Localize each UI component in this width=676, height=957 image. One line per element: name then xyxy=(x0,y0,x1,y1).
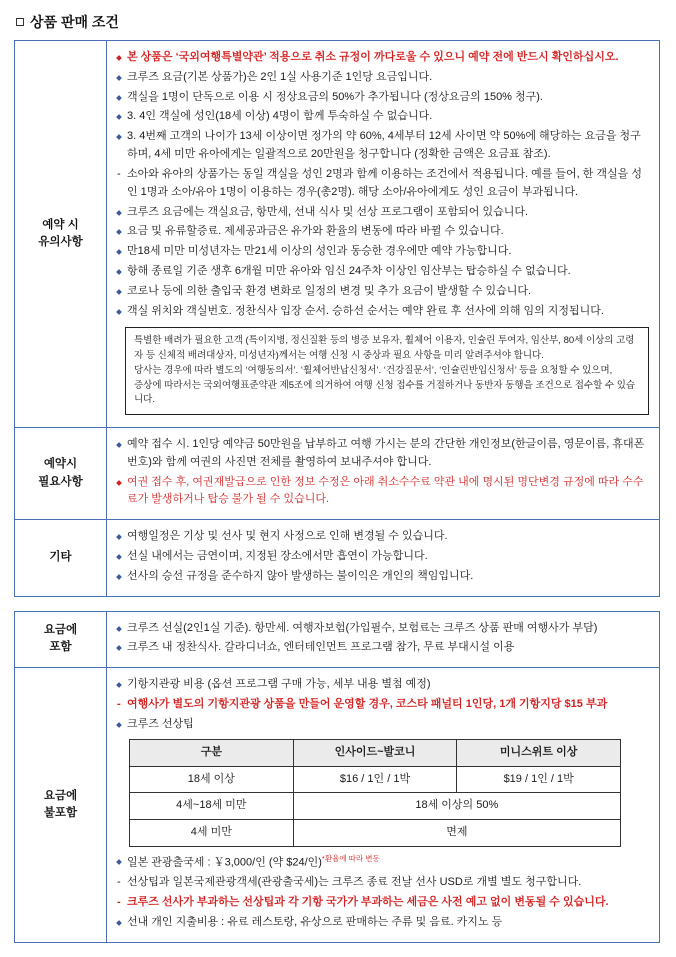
list-item: - 소아와 유아의 상품가는 동일 객실을 성인 2명과 함께 이용하는 조건에서 적용됩니다. 예를 들어, 한 객실을 성인 1명과 소아/유아 1명이 이용하는 경우(총2명). 해당 소아/유아에게도 성인 요금이 부과됩니다. xyxy=(115,166,651,202)
list-item: 예약 접수 시. 1인당 예약금 50만원을 납부하고 여행 가시는 분의 간단한 개인정보(한글이름, 영문이름, 휴대폰 번호)와 함께 여권의 사진면 전체를 촬영하여 보내주셔야 합니다. xyxy=(115,436,651,472)
requirements-list xyxy=(115,436,651,509)
note-line: 당사는 경우에 따라 별도의 ‘여행동의서’. ‘휠체어반납신청서’. ‘건강질문서’, ‘인슐린반입신청서’ 등을 요청할 수 있으며, xyxy=(134,364,613,376)
note-line: 증상에 따라서는 국외여행표준약관 제5조에 의거하여 여행 신청 접수를 거절하거나 동반자 동행을 조건으로 접수할 수 있습니다. xyxy=(134,379,636,406)
list-item: 요금 및 유류할증료. 제세공과금은 유가와 환율의 변동에 따라 바뀔 수 있습니다. xyxy=(115,223,651,241)
fee-cell: $19 / 1인 / 1박 xyxy=(457,766,621,793)
list-item: 크루즈 선상팁 xyxy=(115,716,651,734)
special-care-note-box xyxy=(125,327,649,415)
fee-header-row xyxy=(130,739,621,766)
excluded-list-top xyxy=(115,676,651,733)
list-item: 객실을 1명이 단독으로 이용 시 정상요금의 50%가 추가됩니다 (정상요금의 150% 청구). xyxy=(115,89,651,107)
square-bullet-icon xyxy=(16,18,24,26)
list-item: 기항지관광 비용 (옵션 프로그램 구매 가능, 세부 내용 별첨 예정) xyxy=(115,676,651,694)
departure-tax-text: 일본 관광출국세 : ￥3,000/인 (약 $24/인) xyxy=(127,856,322,869)
departure-tax-note: *환율에 따라 변동 xyxy=(321,853,380,863)
list-item: - 크루즈 선사가 부과하는 선상팁과 각 기항 국가가 부과하는 세금은 사전 예고 없이 변동될 수 있습니다. xyxy=(115,894,651,912)
page-title-text: 상품 판매 조건 xyxy=(30,14,119,30)
row-content-etc xyxy=(107,520,660,596)
row-content-requirements xyxy=(107,427,660,519)
note-line: 특별한 배려가 필요한 고객 (특이지병, 정신질환 등의 병증 보유자, 휠체어 이용자, 인슐린 투여자, 임산부, 80세 이상의 고령자 등 신체적 배려대상자, 미성년자)께서는 여행 신청 시 중상과 필요 사항을 미리 알려주셔야 합니다. xyxy=(134,335,635,362)
row-label-etc xyxy=(15,520,107,596)
row-label-line1: 예약 시 xyxy=(42,218,79,231)
table-row xyxy=(15,668,660,943)
list-item: 크루즈 선실(2인1실 기준). 항만세. 여행자보험(가입필수, 보험료는 크루즈 상품 판매 여행사가 부담) xyxy=(115,620,651,638)
table-row xyxy=(15,41,660,428)
fee-cell: 18세 이상 xyxy=(130,766,294,793)
list-item: 여행일정은 기상 및 선사 및 현지 사정으로 인해 변경될 수 있습니다. xyxy=(115,528,651,546)
list-item: 3. 4번째 고객의 나이가 13세 이상이면 정가의 약 60%, 4세부터 12세 사이면 약 50%에 해당하는 요금을 청구하며, 4세 미만 유아에게는 일괄적으로 20만원을 청구합니다 (정확한 금액은 요금표 참조). xyxy=(115,128,651,164)
list-item: 객실 위치와 객실번호. 정찬식사 입장 순서. 승하선 순서는 예약 완료 후 선사에 의해 임의 지정됩니다. xyxy=(115,303,651,321)
list-item: 선사의 승선 규정을 준수하지 않아 발생하는 불이익은 개인의 책임입니다. xyxy=(115,568,651,586)
excluded-list-bottom xyxy=(115,853,651,932)
list-item: 선내 개인 지출비용 : 유료 레스토랑, 유상으로 판매하는 주류 및 음료. 카지노 등 xyxy=(115,914,651,932)
row-label-included xyxy=(15,611,107,668)
fee-cell: 18세 이상의 50% xyxy=(293,793,620,820)
row-label-line2: 필요사항 xyxy=(38,475,83,488)
list-item: 크루즈 내 정찬식사. 갈라디너쇼, 엔터테인먼트 프로그램 참가, 무료 부대시설 이용 xyxy=(115,639,651,657)
fee-row xyxy=(130,766,621,793)
fee-cell: 4세~18세 미만 xyxy=(130,793,294,820)
list-item: 크루즈 요금에는 객실요금, 항만세, 선내 식사 및 선상 프로그램이 포함되어 있습니다. xyxy=(115,204,651,222)
row-label-line1: 기타 xyxy=(49,551,72,564)
row-label-line2: 포함 xyxy=(49,641,72,654)
page-title xyxy=(16,12,662,32)
fee-row xyxy=(130,820,621,847)
row-label-line2: 불포함 xyxy=(43,807,78,820)
row-content-excluded xyxy=(107,668,660,943)
list-item: 선실 내에서는 금연이며, 지정된 장소에서만 흡연이 가능합니다. xyxy=(115,548,651,566)
fare-inclusion-table xyxy=(14,611,660,943)
list-item: 코로나 등에 의한 출입국 환경 변화로 일정의 변경 및 추가 요금이 발생할 수 있습니다. xyxy=(115,283,651,301)
fee-header-cell: 인사이드~발코니 xyxy=(293,739,457,766)
etc-list xyxy=(115,528,651,585)
list-item: 3. 4인 객실에 성인(18세 이상) 4명이 함께 투숙하실 수 없습니다. xyxy=(115,108,651,126)
row-content-precautions xyxy=(107,41,660,428)
fee-cell: $16 / 1인 / 1박 xyxy=(293,766,457,793)
list-item: - 선상팁과 일본국제관광객세(관광출국세)는 크루즈 종료 전날 선사 USD로 개별 별도 청구합니다. xyxy=(115,874,651,892)
row-label-line1: 요금에 xyxy=(43,789,78,802)
included-list xyxy=(115,620,651,658)
list-item: - 여행사가 별도의 기항지관광 상품을 만들어 운영할 경우, 코스타 패널티 1인당, 1개 기항지당 $15 부과 xyxy=(115,696,651,714)
row-label-line2: 유의사항 xyxy=(38,235,83,248)
row-content-included xyxy=(107,611,660,668)
fee-header-cell: 구분 xyxy=(130,739,294,766)
row-label-precautions xyxy=(15,41,107,428)
conditions-table-1 xyxy=(14,40,660,597)
fee-cell: 면제 xyxy=(293,820,620,847)
list-item: 만18세 미만 미성년자는 만21세 이상의 성인과 동승한 경우에만 예약 가능합니다. xyxy=(115,243,651,261)
list-item: 본 상품은 ‘국외여행특별약관’ 적용으로 취소 규정이 까다로울 수 있으니 예약 전에 반드시 확인하십시오. xyxy=(115,49,651,67)
table-row xyxy=(15,427,660,519)
fee-header-cell: 미니스위트 이상 xyxy=(457,739,621,766)
row-label-excluded xyxy=(15,668,107,943)
precautions-list xyxy=(115,49,651,320)
row-label-requirements xyxy=(15,427,107,519)
list-item: 항해 종료일 기준 생후 6개월 미만 유아와 임신 24주차 이상인 임산부는 탑승하실 수 없습니다. xyxy=(115,263,651,281)
row-label-line1: 요금에 xyxy=(43,624,78,637)
row-label-line1: 예약시 xyxy=(43,458,78,471)
list-item xyxy=(115,853,651,872)
fee-cell: 4세 미만 xyxy=(130,820,294,847)
list-item: 여권 접수 후, 여권재발급으로 인한 정보 수정은 아래 취소수수료 약관 내에 명시된 명단변경 규정에 따라 수수료가 발생하거나 탑승 불가 될 수 있습니다. xyxy=(115,474,651,510)
list-item: 크루즈 요금(기본 상품가)은 2인 1실 사용기준 1인당 요금입니다. xyxy=(115,69,651,87)
fee-row xyxy=(130,793,621,820)
table-row xyxy=(15,520,660,596)
gratuity-fee-table xyxy=(129,739,621,847)
table-row xyxy=(15,611,660,668)
